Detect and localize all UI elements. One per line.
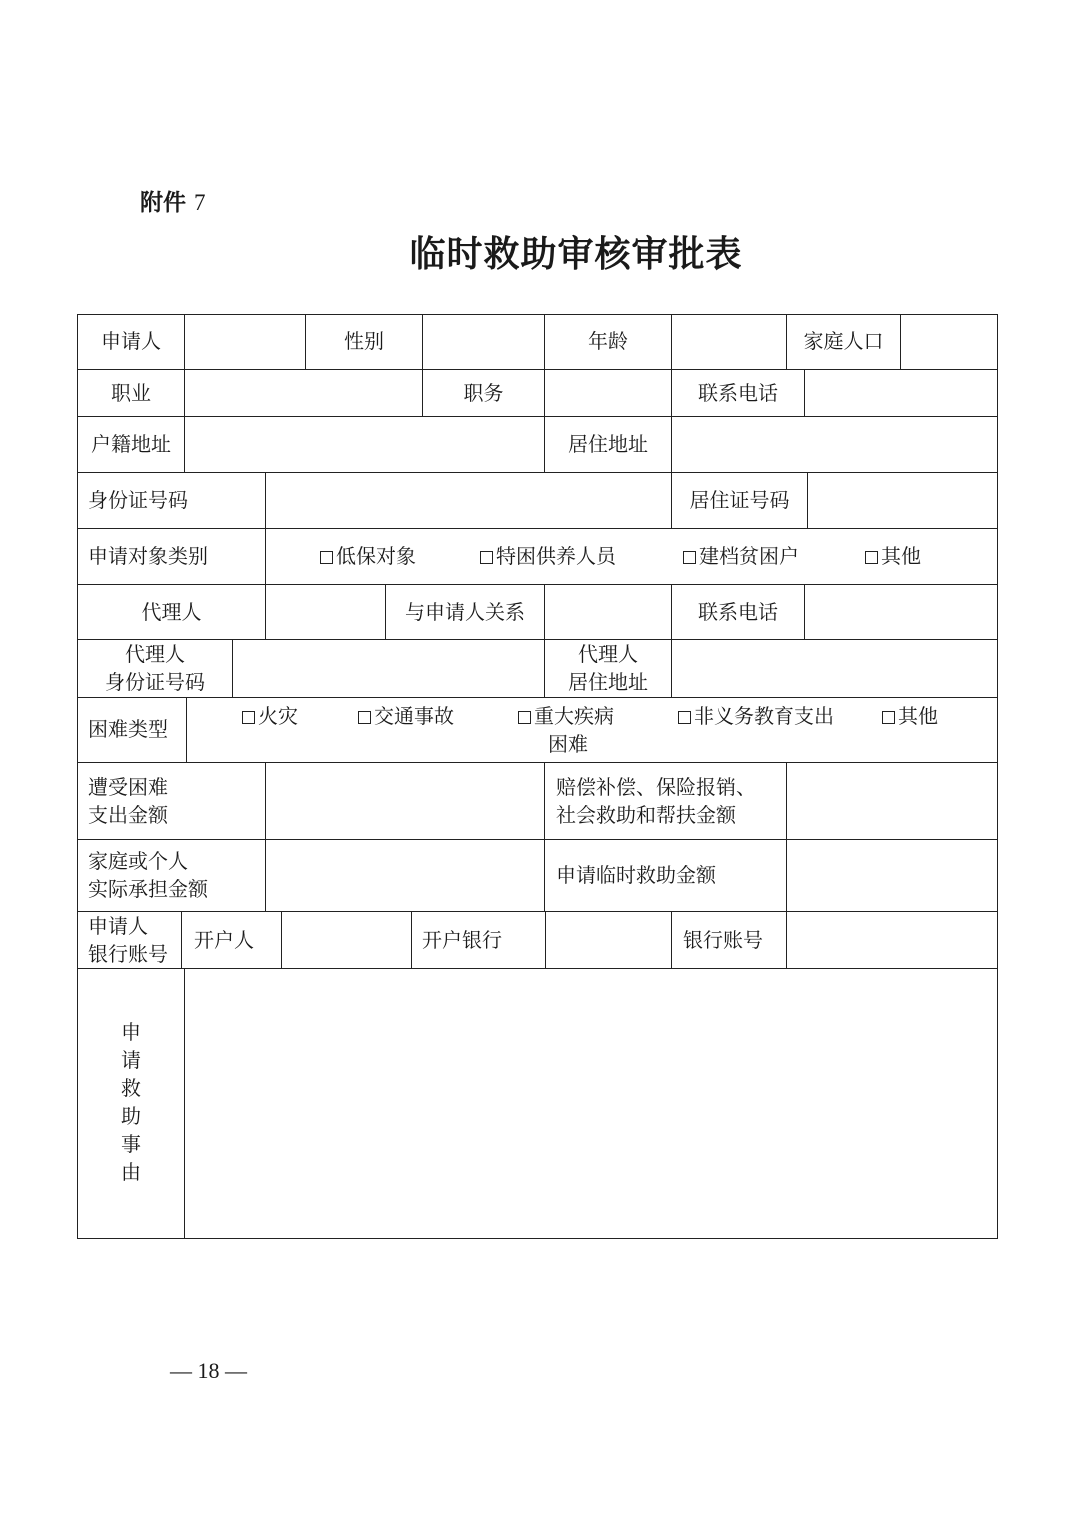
label-gender: 性别 <box>344 329 384 353</box>
label-account-number: 银行账号 <box>683 928 763 952</box>
hardship-option[interactable]: 火灾 <box>242 702 298 730</box>
hardship-option[interactable]: 重大疾病 <box>518 702 614 730</box>
hardship-option[interactable]: 其他 <box>882 702 938 730</box>
checkbox-icon <box>678 711 691 724</box>
checkbox-icon <box>518 711 531 724</box>
label-compensation: 赔偿补偿、保险报销、 社会救助和帮扶金额 <box>556 775 756 827</box>
category-option[interactable]: 建档贫困户 <box>683 542 799 570</box>
category-option[interactable]: 其他 <box>865 542 921 570</box>
label-hardship-type: 困难类型 <box>88 717 168 741</box>
hardship-option[interactable]: 非义务教育支出 <box>678 702 834 730</box>
label-expense: 遭受困难 支出金额 <box>88 775 168 827</box>
label-household-size: 家庭人口 <box>803 329 884 353</box>
category-option[interactable]: 特困供养人员 <box>480 542 616 570</box>
label-agent: 代理人 <box>141 600 202 624</box>
hardship-option-cont: 困难 <box>548 732 588 756</box>
checkbox-icon <box>882 711 895 724</box>
category-option[interactable]: 低保对象 <box>320 542 416 570</box>
label-applicant: 申请人 <box>101 329 161 353</box>
label-residence-permit: 居住证号码 <box>689 488 790 512</box>
label-registered-address: 户籍地址 <box>91 432 171 456</box>
checkbox-icon <box>683 551 696 564</box>
label-relation: 与申请人关系 <box>405 600 525 624</box>
checkbox-icon <box>358 711 371 724</box>
label-agent-phone: 联系电话 <box>698 600 778 624</box>
checkbox-icon <box>480 551 493 564</box>
label-account-holder: 开户人 <box>194 928 254 952</box>
label-bank-name: 开户银行 <box>422 928 502 952</box>
label-occupation: 职业 <box>111 381 151 405</box>
label-requested-amount: 申请临时救助金额 <box>556 863 716 887</box>
page-number: — 18 — <box>170 1358 247 1383</box>
checkbox-icon <box>320 551 333 564</box>
form-title: 临时救助审核审批表 <box>409 234 743 275</box>
label-age: 年龄 <box>588 329 628 353</box>
label-bank-account: 申请人 银行账号 <box>88 914 168 966</box>
label-phone: 联系电话 <box>698 381 778 405</box>
label-applicant-category: 申请对象类别 <box>88 544 208 568</box>
label-agent-address: 代理人 居住地址 <box>568 642 648 694</box>
label-id-number: 身份证号码 <box>88 488 188 512</box>
label-reason: 申 请 救 助 事 由 <box>121 1020 141 1184</box>
label-residence-address: 居住地址 <box>568 432 648 456</box>
checkbox-icon <box>865 551 878 564</box>
label-agent-id: 代理人 身份证号码 <box>105 642 205 694</box>
attachment-label: 附件 7 <box>140 190 206 216</box>
hardship-option[interactable]: 交通事故 <box>358 702 454 730</box>
checkbox-icon <box>242 711 255 724</box>
label-position: 职务 <box>463 381 504 405</box>
label-borne-amount: 家庭或个人 实际承担金额 <box>88 849 208 901</box>
